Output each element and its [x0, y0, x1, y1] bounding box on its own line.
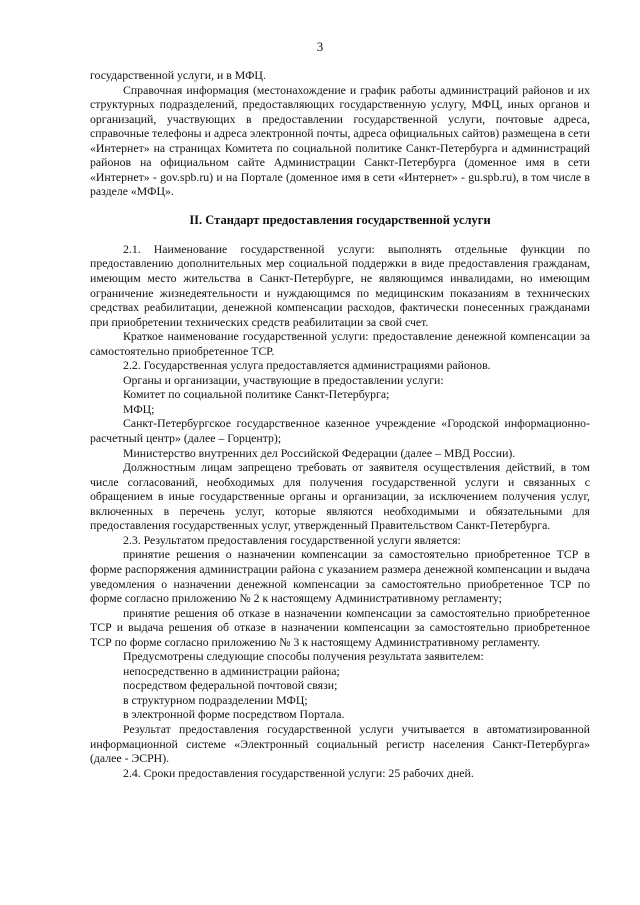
intro-paragraphs	[90, 68, 590, 199]
paragraph: Справочная информация (местонахождение и график работы администраций районов и их структурных подразделений, предоставляющих государственную услугу, МФЦ, иных органов и организаций, участвующих в предоставлении государственной услуги, почтовые адреса, справочные телефоны и адреса электронной почты, адреса официальных сайтов) размещена в сети «Интернет» на страницах Комитета по социальной политике Санкт-Петербурга и администраций районов на официальном сайте Администрации Санкт-Петербурга (доменное имя в сети «Интернет» - gov.spb.ru) и на Портале (доменное имя в сети «Интернет» - gu.spb.ru), в том числе в разделе «МФЦ».	[90, 82, 590, 199]
document-body	[90, 68, 590, 780]
paragraph: государственной услуги, и в МФЦ.	[90, 68, 266, 82]
paragraph: 2.1. Наименование государственной услуги: выполнять отдельные функции по предоставлению дополнительных мер социальной поддержки в виде предоставления гражданам, имеющим место жительства в Санкт-Петербурге, не являющимся инвалидами, но имеющим ограничение жизнедеятельности и нуждающимся по медицинским показаниям в технических средствах реабилитации, денежной компенсации расходов, фактически понесенных гражданами при приобретении технических средств реабилитации за свой счет.	[90, 241, 590, 329]
paragraph: 2.3. Результатом предоставления государственной услуги является:	[123, 532, 461, 547]
paragraph: непосредственно в администрации района;	[123, 663, 340, 678]
paragraph: принятие решения о назначении компенсации за самостоятельно приобретенное ТСР в форме распоряжения администрации района с указанием размера денежной компенсации и выдача уведомления о назначении денежной компенсации за самостоятельно приобретенное ТСР по форме согласно приложению № 2 к настоящему Административному регламенту;	[90, 547, 590, 606]
paragraph: в электронной форме посредством Портала.	[123, 707, 345, 722]
paragraph: в структурном подразделении МФЦ;	[123, 692, 308, 707]
paragraph: посредством федеральной почтовой связи;	[123, 678, 338, 693]
paragraph: МФЦ;	[123, 401, 155, 416]
paragraph: Органы и организации, участвующие в предоставлении услуги:	[123, 372, 444, 387]
paragraph: 2.2. Государственная услуга предоставляется администрациями районов.	[123, 358, 491, 373]
paragraph: Предусмотрены следующие способы получения результата заявителем:	[123, 649, 484, 664]
paragraph: Санкт-Петербургское государственное казенное учреждение «Городской информационно-расчетный центр» (далее – Горцентр);	[90, 416, 590, 446]
section-heading: II. Стандарт предоставления государственной услуги	[189, 212, 491, 227]
paragraph: Результат предоставления государственной услуги учитывается в автоматизированной информационной системе «Электронный социальный регистр населения Санкт-Петербурга» (далее - ЭСРН).	[90, 721, 590, 766]
standard-paragraphs	[90, 242, 590, 780]
paragraph: Комитет по социальной политике Санкт-Петербурга;	[123, 387, 390, 402]
paragraph: Краткое наименование государственной услуги: предоставление денежной компенсации за самостоятельно приобретенное ТСР.	[90, 329, 590, 358]
paragraph: принятие решения об отказе в назначении компенсации за самостоятельно приобретенное ТСР и выдача решения об отказе в назначении компенсации за самостоятельно приобретенное ТСР по форме согласно приложению № 3 к настоящему Административному регламенту.	[90, 605, 590, 649]
paragraph: Должностным лицам запрещено требовать от заявителя осуществления действий, в том числе согласований, необходимых для получения государственной услуги и связанных с обращением в иные государственные органы и организации, за исключением получения услуг, включенных в перечень услуг, которые являются необходимыми и обязательными для предоставления государственных услуг, утвержденный Правительством Санкт-Петербурга.	[90, 460, 590, 533]
page-number: 3	[316, 39, 324, 54]
paragraph: 2.4. Сроки предоставления государственной услуги: 25 рабочих дней.	[123, 765, 474, 780]
paragraph: Министерство внутренних дел Российской Федерации (далее – МВД России).	[123, 445, 516, 460]
